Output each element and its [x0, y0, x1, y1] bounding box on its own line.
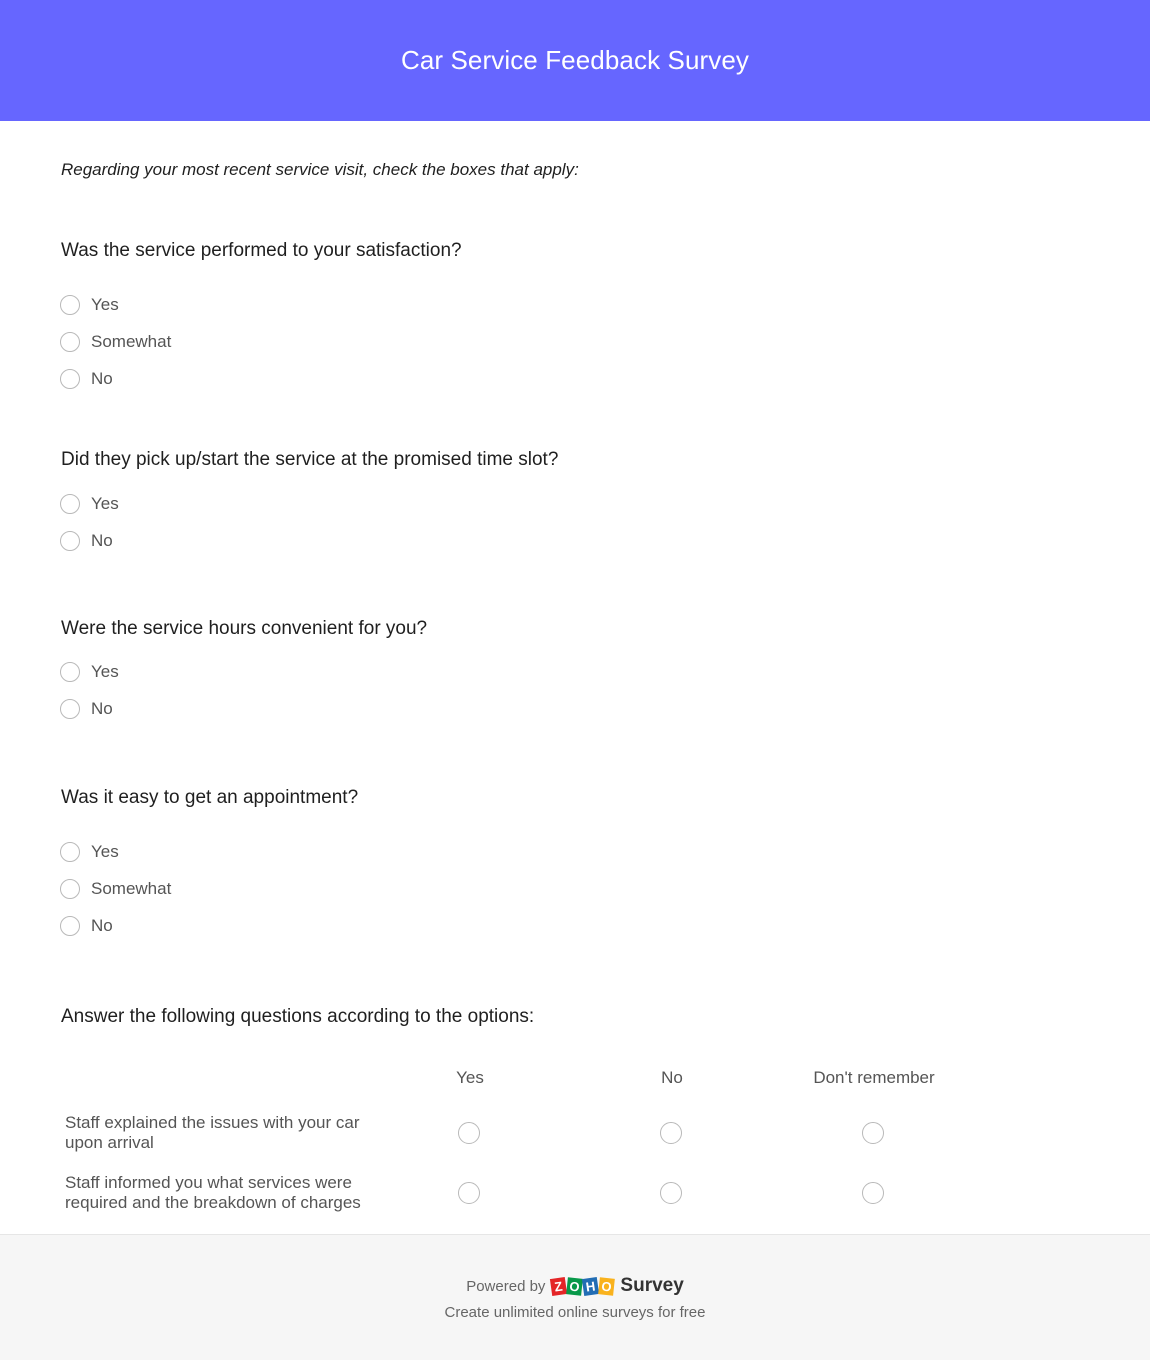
- radio-icon[interactable]: [60, 662, 80, 682]
- question-3-title: Were the service hours convenient for you?: [61, 618, 428, 639]
- matrix-row-2-no-radio[interactable]: [660, 1182, 682, 1204]
- product-name: Survey: [620, 1275, 684, 1296]
- matrix-row-1-dont-remember-radio[interactable]: [862, 1122, 884, 1144]
- question-2-title: Did they pick up/start the service at the promised time slot?: [61, 449, 559, 470]
- zoho-logo-letter-o2: O: [599, 1277, 616, 1295]
- option-label: No: [91, 916, 113, 935]
- option-label: Yes: [91, 662, 119, 681]
- matrix-row-1-label: Staff explained the issues with your car upon arrival: [65, 1113, 360, 1152]
- radio-icon[interactable]: [60, 494, 80, 514]
- question-4-option-no[interactable]: [60, 914, 113, 938]
- zoho-logo-letter-h: H: [582, 1277, 599, 1296]
- survey-footer: [0, 1234, 1150, 1360]
- radio-icon[interactable]: [60, 699, 80, 719]
- powered-by-text: Powered by: [466, 1277, 546, 1295]
- matrix-row-2-yes-radio[interactable]: [458, 1182, 480, 1204]
- zoho-logo-icon: [551, 1278, 615, 1295]
- question-1-title: Was the service performed to your satisfaction?: [61, 240, 462, 261]
- matrix-column-dont-remember: Don't remember: [813, 1068, 935, 1087]
- zoho-logo-letter-z: Z: [550, 1277, 567, 1296]
- option-label: Somewhat: [91, 332, 172, 351]
- radio-icon[interactable]: [60, 842, 80, 862]
- option-label: Yes: [91, 842, 119, 861]
- radio-icon[interactable]: [60, 369, 80, 389]
- matrix-row-1-yes-radio[interactable]: [458, 1122, 480, 1144]
- question-4-option-somewhat[interactable]: [60, 877, 171, 901]
- question-4-option-yes[interactable]: [60, 840, 119, 864]
- footer-tagline[interactable]: Create unlimited online surveys for free: [444, 1304, 706, 1321]
- matrix-column-no: No: [661, 1068, 683, 1087]
- option-label: No: [91, 531, 113, 550]
- radio-icon[interactable]: [60, 879, 80, 899]
- option-label: Yes: [91, 295, 119, 314]
- matrix-row-2-label: Staff informed you what services were required and the breakdown of charges: [65, 1173, 361, 1212]
- question-2-option-yes[interactable]: [60, 492, 119, 516]
- question-3-option-yes[interactable]: [60, 660, 119, 684]
- question-3-option-no[interactable]: [60, 697, 113, 721]
- question-1-option-somewhat[interactable]: [60, 330, 171, 354]
- matrix-title: Answer the following questions according to the options:: [61, 1006, 535, 1027]
- radio-icon[interactable]: [60, 531, 80, 551]
- matrix-column-yes: Yes: [456, 1068, 484, 1087]
- powered-by[interactable]: [0, 1275, 1150, 1297]
- radio-icon[interactable]: [60, 916, 80, 936]
- question-4-title: Was it easy to get an appointment?: [61, 787, 359, 808]
- zoho-logo-letter-o: O: [567, 1277, 584, 1295]
- option-label: No: [91, 369, 113, 388]
- option-label: Yes: [91, 494, 119, 513]
- survey-title: Car Service Feedback Survey: [400, 45, 750, 75]
- radio-icon[interactable]: [60, 332, 80, 352]
- option-label: No: [91, 699, 113, 718]
- question-1-option-no[interactable]: [60, 367, 113, 391]
- question-2-option-no[interactable]: [60, 529, 113, 553]
- survey-header: [0, 0, 1150, 121]
- option-label: Somewhat: [91, 879, 172, 898]
- question-1-option-yes[interactable]: [60, 293, 119, 317]
- radio-icon[interactable]: [60, 295, 80, 315]
- survey-intro: Regarding your most recent service visit, check the boxes that apply:: [61, 160, 579, 179]
- matrix-row-2-dont-remember-radio[interactable]: [862, 1182, 884, 1204]
- matrix-row-1-no-radio[interactable]: [660, 1122, 682, 1144]
